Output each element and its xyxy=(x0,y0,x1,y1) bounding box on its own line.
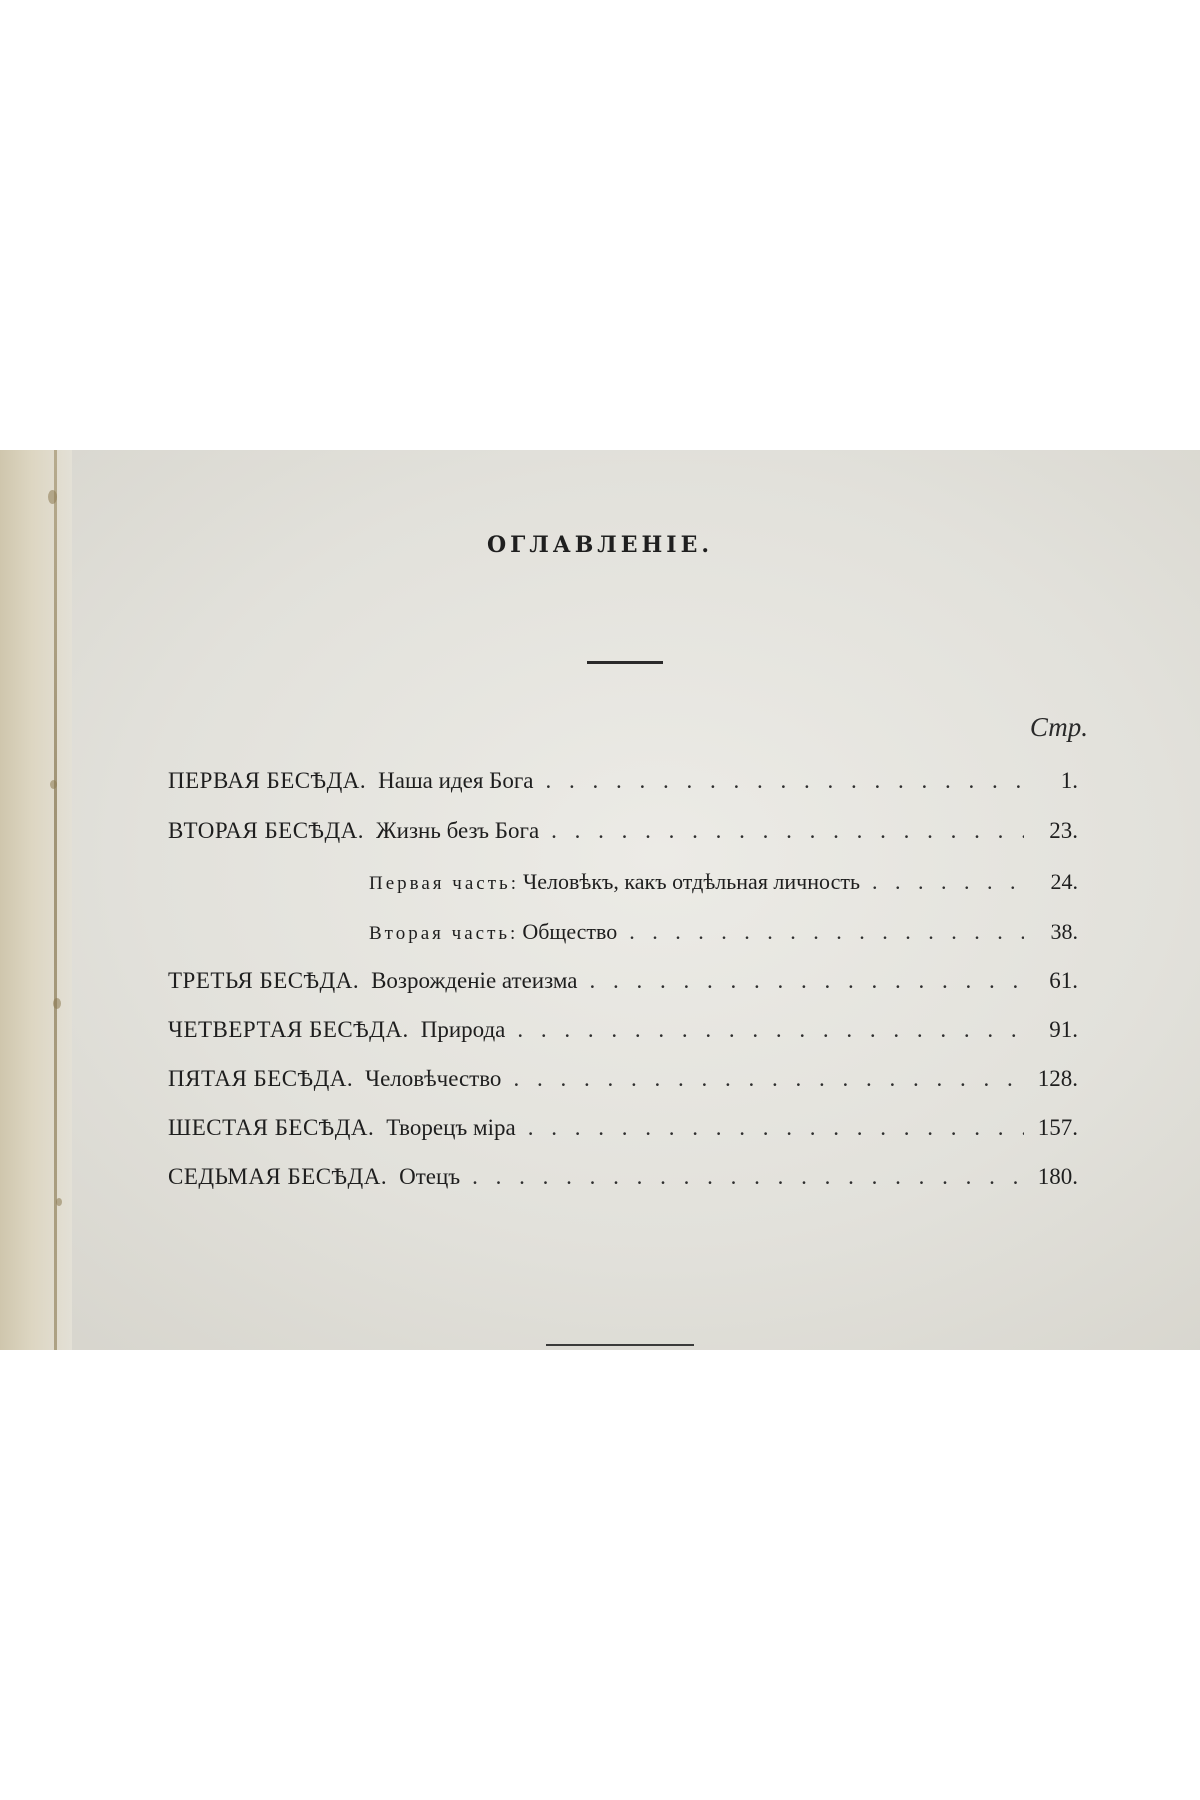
entry-title: Человѣкъ, какъ отдѣльная личность xyxy=(522,869,860,894)
dot-leader xyxy=(528,1115,1024,1141)
dot-leader xyxy=(551,818,1024,844)
dot-leader xyxy=(872,869,1024,895)
entry-page: 38. xyxy=(1050,919,1078,944)
entry-number: ВТОРАЯ БЕСѢДА. xyxy=(168,818,365,843)
entry-page: 128. xyxy=(1037,1066,1078,1091)
entry-number: ПЕРВАЯ БЕСѢДА. xyxy=(168,768,367,793)
dot-leader xyxy=(546,768,1024,794)
entry-title: Отецъ xyxy=(399,1164,461,1189)
toc-entry xyxy=(168,1066,1078,1092)
entry-part: Вторая часть: xyxy=(369,923,519,944)
entry-title: Жизнь безъ Бога xyxy=(376,818,540,843)
entry-number: ПЯТАЯ БЕСѢДА. xyxy=(168,1066,354,1091)
entry-number: ЧЕТВЕРТАЯ БЕСѢДА. xyxy=(168,1017,409,1042)
entry-number: СЕДЬМАЯ БЕСѢДА. xyxy=(168,1164,388,1189)
entry-page: 1. xyxy=(1060,768,1078,793)
dot-leader xyxy=(589,968,1024,994)
entry-page: 91. xyxy=(1049,1017,1078,1042)
page-column-label: Стр. xyxy=(1029,712,1088,742)
entry-title: Наша идея Бога xyxy=(378,768,534,793)
toc-entry xyxy=(168,1164,1078,1190)
toc-subentry xyxy=(369,869,1078,895)
entry-title: Возрожденіе атеизма xyxy=(371,968,578,993)
dot-leader xyxy=(513,1066,1024,1092)
entry-page: 180. xyxy=(1037,1164,1078,1189)
table-of-contents xyxy=(0,450,1200,1350)
entry-title: Творецъ міра xyxy=(386,1115,516,1140)
page-title: ОГЛАВЛЕНІЕ. xyxy=(486,532,714,558)
dot-leader xyxy=(629,919,1024,945)
toc-subentry xyxy=(369,919,1078,945)
book-page xyxy=(0,450,1200,1350)
toc-entry xyxy=(168,1017,1078,1043)
entry-title: Общество xyxy=(522,919,618,944)
entry-page: 23. xyxy=(1049,818,1078,843)
toc-entry xyxy=(168,1115,1078,1141)
toc-entry xyxy=(168,768,1078,794)
entry-page: 157. xyxy=(1037,1115,1078,1140)
entry-title: Человѣчество xyxy=(365,1066,502,1091)
toc-entry xyxy=(168,818,1078,844)
end-rule xyxy=(546,1344,694,1346)
entry-page: 61. xyxy=(1049,968,1078,993)
dot-leader xyxy=(472,1164,1024,1190)
entry-number: ШЕСТАЯ БЕСѢДА. xyxy=(168,1115,375,1140)
entry-number: ТРЕТЬЯ БЕСѢДА. xyxy=(168,968,360,993)
entry-title: Природа xyxy=(420,1017,506,1042)
dot-leader xyxy=(517,1017,1024,1043)
entry-page: 24. xyxy=(1050,869,1078,894)
entry-part: Первая часть: xyxy=(369,873,519,894)
toc-entry xyxy=(168,968,1078,994)
